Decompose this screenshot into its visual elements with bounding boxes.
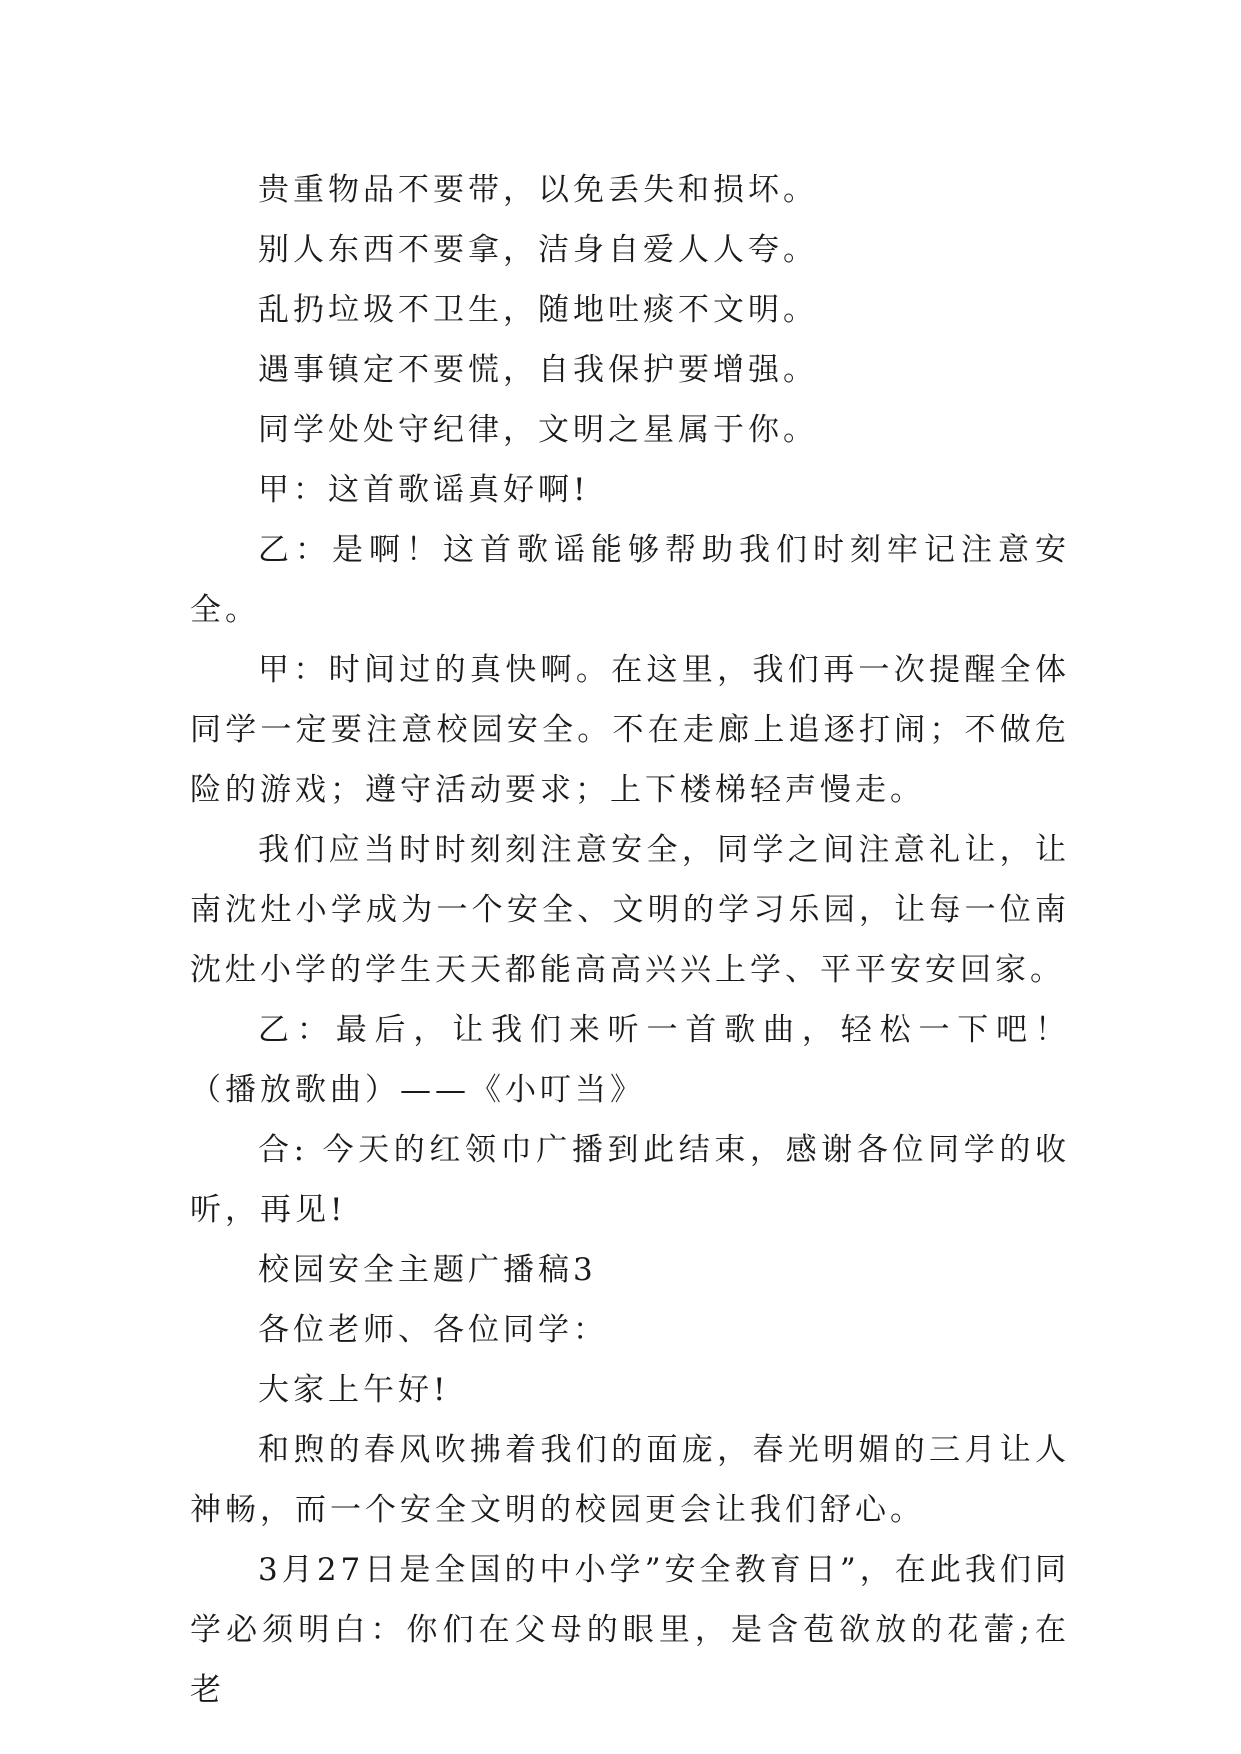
paragraph: 大家上午好! (258, 1372, 450, 1408)
paragraph: 甲：时间过的真快啊。在这里，我们再一次提醒全体同学一定要注意校园安全。不在走廊上追逐打闹；不做危险的游戏；遵守活动要求；上下楼梯轻声慢走。 (190, 652, 1070, 808)
section-heading: 校园安全主题广播稿3 (258, 1252, 597, 1288)
paragraph: 和煦的春风吹拂着我们的面庞，春光明媚的三月让人神畅，而一个安全文明的校园更会让我们舒心。 (190, 1432, 1070, 1528)
paragraph: 别人东西不要拿，洁身自爱人人夸。 (258, 232, 818, 268)
paragraph: 乱扔垃圾不卫生，随地吐痰不文明。 (258, 292, 818, 328)
paragraph: 遇事镇定不要慌，自我保护要增强。 (258, 352, 818, 388)
paragraph: 乙：是啊！这首歌谣能够帮助我们时刻牢记注意安全。 (190, 532, 1070, 628)
paragraph: 贵重物品不要带，以免丢失和损坏。 (258, 172, 818, 208)
paragraph: 甲：这首歌谣真好啊! (258, 472, 590, 508)
paragraph: 乙：最后，让我们来听一首歌曲，轻松一下吧！ （播放歌曲）——《小叮当》 (190, 1012, 1070, 1108)
paragraph: 合: 今天的红领巾广播到此结束，感谢各位同学的收听，再见! (190, 1132, 1070, 1228)
paragraph: 同学处处守纪律，文明之星属于你。 (258, 412, 818, 448)
paragraph: 3月27日是全国的中小学”安全教育日”，在此我们同学必须明白：你们在父母的眼里，是含苞欲放的花蕾;在老 (190, 1552, 1070, 1708)
paragraph: 各位老师、各位同学： (258, 1312, 608, 1348)
document-body (190, 160, 1070, 1720)
paragraph: 我们应当时时刻刻注意安全，同学之间注意礼让，让南沈灶小学成为一个安全、文明的学习乐园，让每一位南沈灶小学的学生天天都能高高兴兴上学、平平安安回家。 (190, 832, 1070, 988)
